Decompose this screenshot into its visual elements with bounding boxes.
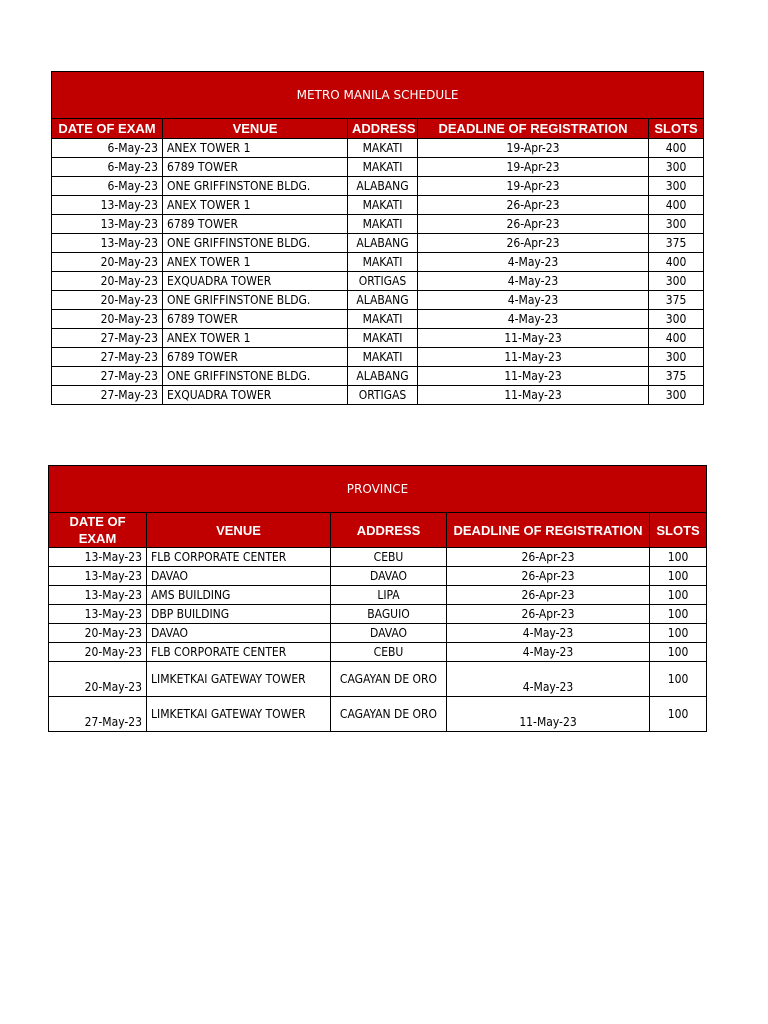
cell-venue: LIMKETKAI GATEWAY TOWER xyxy=(147,662,331,697)
cell-slots: 100 xyxy=(650,643,707,662)
cell-slots: 300 xyxy=(649,215,704,234)
cell-venue: ANEX TOWER 1 xyxy=(163,253,348,272)
table-row xyxy=(52,196,704,215)
cell-date-of-exam: 27-May-23 xyxy=(52,329,163,348)
cell-deadline: 4-May-23 xyxy=(418,310,649,329)
cell-venue: ANEX TOWER 1 xyxy=(163,329,348,348)
cell-slots: 400 xyxy=(649,196,704,215)
cell-slots: 100 xyxy=(650,662,707,697)
header-deadline: DEADLINE OF REGISTRATION xyxy=(447,513,650,548)
header-date-of-exam: DATE OF EXAM xyxy=(52,119,163,139)
header-address: ADDRESS xyxy=(348,119,418,139)
cell-date-of-exam: 13-May-23 xyxy=(49,586,147,605)
cell-address: ALABANG xyxy=(348,234,418,253)
cell-venue: FLB CORPORATE CENTER xyxy=(147,548,331,567)
cell-venue: AMS BUILDING xyxy=(147,586,331,605)
cell-address: DAVAO xyxy=(331,567,447,586)
cell-address: CEBU xyxy=(331,548,447,567)
cell-address: MAKATI xyxy=(348,215,418,234)
cell-venue: ANEX TOWER 1 xyxy=(163,139,348,158)
cell-deadline: 26-Apr-23 xyxy=(447,605,650,624)
table-row xyxy=(49,586,707,605)
cell-slots: 300 xyxy=(649,272,704,291)
cell-deadline: 26-Apr-23 xyxy=(418,215,649,234)
cell-address: MAKATI xyxy=(348,139,418,158)
cell-deadline: 4-May-23 xyxy=(447,662,650,697)
header-venue: VENUE xyxy=(147,513,331,548)
cell-deadline: 19-Apr-23 xyxy=(418,177,649,196)
table-row xyxy=(52,348,704,367)
cell-date-of-exam: 20-May-23 xyxy=(52,272,163,291)
province-title: PROVINCE xyxy=(49,466,707,513)
cell-slots: 100 xyxy=(650,605,707,624)
cell-address: CAGAYAN DE ORO xyxy=(331,662,447,697)
cell-slots: 300 xyxy=(649,348,704,367)
cell-address: ORTIGAS xyxy=(348,272,418,291)
table-row xyxy=(52,139,704,158)
table-row xyxy=(49,697,707,732)
cell-venue: ONE GRIFFINSTONE BLDG. xyxy=(163,177,348,196)
table-row xyxy=(52,291,704,310)
cell-address: ALABANG xyxy=(348,291,418,310)
table-row xyxy=(49,605,707,624)
cell-address: ORTIGAS xyxy=(348,386,418,405)
cell-address: ALABANG xyxy=(348,367,418,386)
cell-address: BAGUIO xyxy=(331,605,447,624)
table-row xyxy=(52,234,704,253)
cell-address: CAGAYAN DE ORO xyxy=(331,697,447,732)
cell-venue: ANEX TOWER 1 xyxy=(163,196,348,215)
cell-date-of-exam: 13-May-23 xyxy=(49,548,147,567)
cell-venue: 6789 TOWER xyxy=(163,348,348,367)
cell-deadline: 11-May-23 xyxy=(418,348,649,367)
cell-venue: 6789 TOWER xyxy=(163,158,348,177)
cell-slots: 100 xyxy=(650,548,707,567)
table-row xyxy=(52,215,704,234)
cell-address: MAKATI xyxy=(348,253,418,272)
table-row xyxy=(52,253,704,272)
cell-venue: 6789 TOWER xyxy=(163,215,348,234)
cell-slots: 400 xyxy=(649,253,704,272)
cell-venue: FLB CORPORATE CENTER xyxy=(147,643,331,662)
cell-venue: DBP BUILDING xyxy=(147,605,331,624)
table-row xyxy=(49,548,707,567)
cell-address: MAKATI xyxy=(348,310,418,329)
cell-slots: 375 xyxy=(649,234,704,253)
metro-manila-title: METRO MANILA SCHEDULE xyxy=(52,72,704,119)
cell-slots: 375 xyxy=(649,367,704,386)
cell-address: DAVAO xyxy=(331,624,447,643)
metro-manila-schedule-table xyxy=(51,71,704,405)
cell-deadline: 4-May-23 xyxy=(418,291,649,310)
cell-address: MAKATI xyxy=(348,329,418,348)
cell-deadline: 26-Apr-23 xyxy=(447,586,650,605)
cell-deadline: 4-May-23 xyxy=(447,643,650,662)
metro-manila-header-row xyxy=(52,119,704,139)
province-header-row xyxy=(49,513,707,548)
cell-slots: 100 xyxy=(650,624,707,643)
cell-deadline: 19-Apr-23 xyxy=(418,158,649,177)
cell-deadline: 4-May-23 xyxy=(418,253,649,272)
table-row xyxy=(52,329,704,348)
cell-venue: EXQUADRA TOWER xyxy=(163,272,348,291)
cell-slots: 100 xyxy=(650,586,707,605)
table-row xyxy=(52,386,704,405)
cell-slots: 400 xyxy=(649,329,704,348)
header-slots: SLOTS xyxy=(650,513,707,548)
cell-slots: 100 xyxy=(650,567,707,586)
cell-deadline: 4-May-23 xyxy=(447,624,650,643)
cell-date-of-exam: 20-May-23 xyxy=(49,624,147,643)
table-row xyxy=(49,662,707,697)
cell-address: ALABANG xyxy=(348,177,418,196)
cell-slots: 300 xyxy=(649,158,704,177)
table-row xyxy=(52,367,704,386)
cell-deadline: 11-May-23 xyxy=(418,367,649,386)
cell-venue: ONE GRIFFINSTONE BLDG. xyxy=(163,367,348,386)
cell-date-of-exam: 20-May-23 xyxy=(52,253,163,272)
cell-slots: 400 xyxy=(649,139,704,158)
cell-deadline: 26-Apr-23 xyxy=(447,548,650,567)
cell-slots: 100 xyxy=(650,697,707,732)
cell-venue: LIMKETKAI GATEWAY TOWER xyxy=(147,697,331,732)
table-row xyxy=(52,310,704,329)
cell-address: CEBU xyxy=(331,643,447,662)
cell-date-of-exam: 13-May-23 xyxy=(52,215,163,234)
cell-date-of-exam: 20-May-23 xyxy=(49,662,147,697)
cell-deadline: 26-Apr-23 xyxy=(418,196,649,215)
cell-slots: 375 xyxy=(649,291,704,310)
header-venue: VENUE xyxy=(163,119,348,139)
table-row xyxy=(49,567,707,586)
metro-manila-title-row xyxy=(52,72,704,119)
header-deadline: DEADLINE OF REGISTRATION xyxy=(418,119,649,139)
cell-deadline: 19-Apr-23 xyxy=(418,139,649,158)
cell-venue: 6789 TOWER xyxy=(163,310,348,329)
province-schedule-table xyxy=(48,465,707,732)
province-table-body xyxy=(49,466,707,732)
cell-address: MAKATI xyxy=(348,348,418,367)
cell-date-of-exam: 27-May-23 xyxy=(52,367,163,386)
cell-date-of-exam: 20-May-23 xyxy=(52,310,163,329)
cell-date-of-exam: 13-May-23 xyxy=(52,234,163,253)
table-row xyxy=(49,624,707,643)
cell-deadline: 11-May-23 xyxy=(447,697,650,732)
cell-venue: EXQUADRA TOWER xyxy=(163,386,348,405)
cell-deadline: 11-May-23 xyxy=(418,329,649,348)
cell-date-of-exam: 6-May-23 xyxy=(52,139,163,158)
cell-deadline: 11-May-23 xyxy=(418,386,649,405)
cell-date-of-exam: 6-May-23 xyxy=(52,177,163,196)
table-row xyxy=(52,158,704,177)
cell-slots: 300 xyxy=(649,310,704,329)
cell-date-of-exam: 20-May-23 xyxy=(52,291,163,310)
table-row xyxy=(49,643,707,662)
cell-date-of-exam: 20-May-23 xyxy=(49,643,147,662)
cell-address: MAKATI xyxy=(348,196,418,215)
cell-venue: DAVAO xyxy=(147,624,331,643)
table-row xyxy=(52,177,704,196)
cell-date-of-exam: 13-May-23 xyxy=(49,567,147,586)
cell-slots: 300 xyxy=(649,177,704,196)
header-address: ADDRESS xyxy=(331,513,447,548)
cell-date-of-exam: 27-May-23 xyxy=(52,386,163,405)
province-title-row xyxy=(49,466,707,513)
cell-venue: ONE GRIFFINSTONE BLDG. xyxy=(163,234,348,253)
cell-date-of-exam: 6-May-23 xyxy=(52,158,163,177)
cell-slots: 300 xyxy=(649,386,704,405)
cell-deadline: 26-Apr-23 xyxy=(447,567,650,586)
cell-date-of-exam: 13-May-23 xyxy=(52,196,163,215)
cell-address: LIPA xyxy=(331,586,447,605)
cell-venue: ONE GRIFFINSTONE BLDG. xyxy=(163,291,348,310)
cell-deadline: 4-May-23 xyxy=(418,272,649,291)
table-row xyxy=(52,272,704,291)
cell-date-of-exam: 13-May-23 xyxy=(49,605,147,624)
cell-date-of-exam: 27-May-23 xyxy=(52,348,163,367)
cell-address: MAKATI xyxy=(348,158,418,177)
metro-manila-table-body xyxy=(52,72,704,405)
cell-date-of-exam: 27-May-23 xyxy=(49,697,147,732)
header-date-of-exam: DATE OF EXAM xyxy=(49,513,147,548)
cell-deadline: 26-Apr-23 xyxy=(418,234,649,253)
cell-venue: DAVAO xyxy=(147,567,331,586)
header-slots: SLOTS xyxy=(649,119,704,139)
